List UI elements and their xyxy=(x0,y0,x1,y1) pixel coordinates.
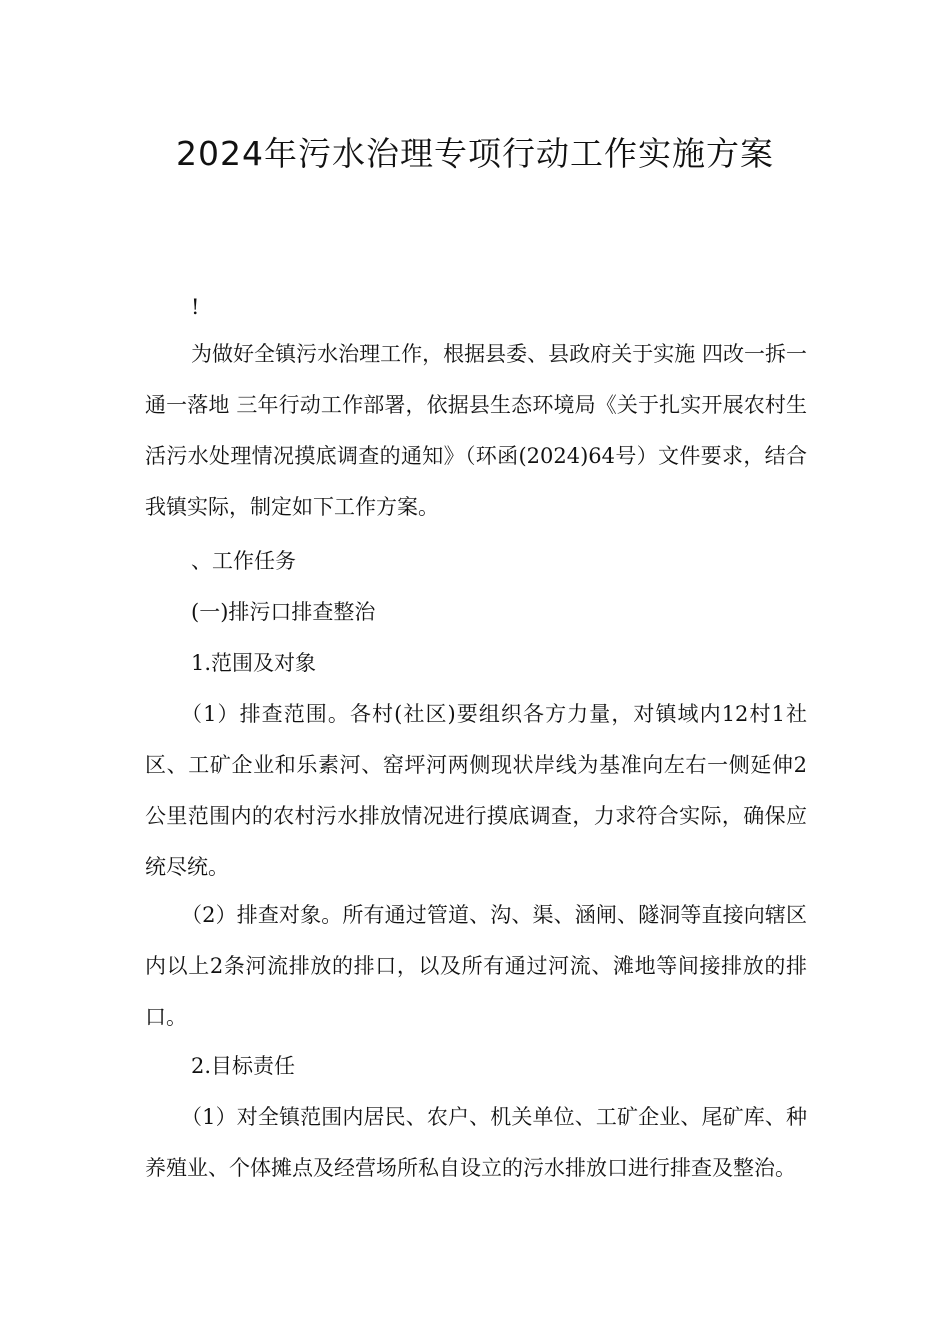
heading-work-tasks: 、工作任务 xyxy=(191,549,296,573)
heading-outfall-inspection: (一)排污口排查整治 xyxy=(191,600,376,624)
paragraph-mark: ! xyxy=(191,295,200,319)
document-title: 2024年污水治理专项行动工作实施方案 xyxy=(176,134,774,173)
heading-scope-and-objects: 1.范围及对象 xyxy=(191,651,317,675)
paragraph-scope: （1）排查范围。各村(社区)要组织各方力量，对镇域内12村1社区、工矿企业和乐素河、窑坪河两侧现状岸线为基准向左右一侧延伸2公里范围内的农村污水排放情况进行摸底调查，力求符合实际，确保应统尽统。 xyxy=(145,702,807,879)
heading-target-responsibility: 2.目标责任 xyxy=(191,1054,296,1078)
paragraph-intro: 为做好全镇污水治理工作，根据县委、县政府关于实施 四改一拆一通一落地 三年行动工作部署，依据县生态环境局《关于扎实开展农村生活污水处理情况摸底调查的通知》（环函(2024)64号）文件要求，结合我镇实际，制定如下工作方案。 xyxy=(145,342,807,519)
paragraph-target: （1）对全镇范围内居民、农户、机关单位、工矿企业、尾矿库、种养殖业、个体摊点及经营场所私自设立的污水排放口进行排查及整治。 xyxy=(145,1105,807,1180)
paragraph-objects: （2）排查对象。所有通过管道、沟、渠、涵闸、隧洞等直接向辖区内以上2条河流排放的排口，以及所有通过河流、滩地等间接排放的排口。 xyxy=(145,903,807,1029)
